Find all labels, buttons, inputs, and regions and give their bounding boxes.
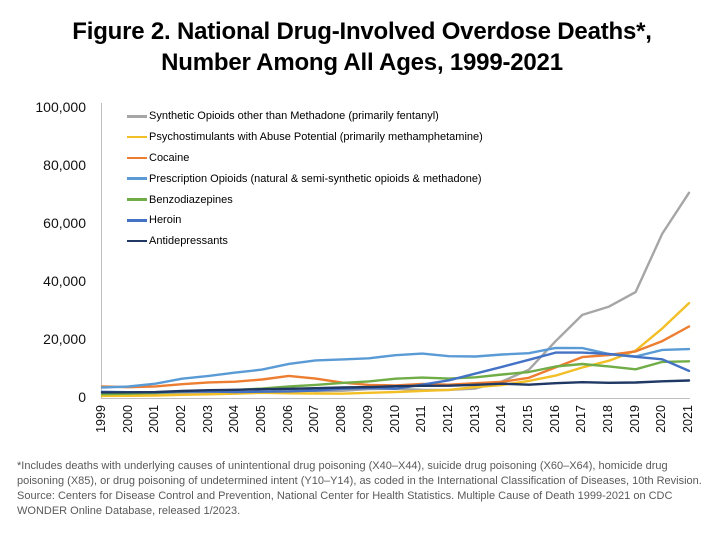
y-axis-label: 0 (78, 389, 86, 405)
y-axis-label: 20,000 (43, 331, 86, 347)
legend-swatch-psychostimulants (127, 136, 147, 139)
legend-swatch-cocaine (127, 157, 147, 160)
x-axis-label: 2007 (307, 405, 322, 433)
figure-title-line-2: Number Among All Ages, 1999-2021 (161, 49, 563, 76)
x-axis-label: 2001 (147, 405, 162, 433)
y-axis-label: 40,000 (43, 273, 86, 289)
x-axis-label: 2011 (414, 405, 429, 433)
legend-row-heroin (127, 210, 483, 231)
x-axis-label: 2004 (227, 405, 242, 433)
legend-row-benzodiazepines (127, 189, 483, 210)
y-axis-label: 80,000 (43, 157, 86, 173)
legend-label-prescription-opioids: Prescription Opioids (natural & semi-synthetic opioids & methadone) (149, 172, 482, 185)
legend-label-heroin: Heroin (149, 214, 182, 227)
x-axis-label: 2018 (600, 405, 615, 433)
x-axis-label: 2014 (494, 405, 509, 433)
legend-row-psychostimulants (127, 127, 483, 148)
legend-label-cocaine: Cocaine (149, 151, 190, 164)
x-axis-label: 2009 (360, 405, 375, 433)
legend-label-antidepressants: Antidepressants (149, 235, 228, 248)
x-axis-label: 2003 (200, 405, 215, 433)
x-axis-label: 2020 (654, 405, 669, 433)
x-axis-label: 1999 (94, 405, 108, 433)
legend-swatch-benzodiazepines (127, 198, 147, 201)
legend-label-benzodiazepines: Benzodiazepines (149, 193, 233, 206)
x-axis-label: 2006 (280, 405, 295, 433)
footnote-line-2: poisoning (X85), or drug poisoning of undetermined intent (Y10–Y14), as coded in the International Classification of Diseases, 10th Revision. (17, 475, 702, 487)
legend-row-synthetic-opioids (127, 106, 483, 127)
legend-swatch-antidepressants (127, 240, 147, 243)
footnote (17, 459, 717, 519)
x-axis-label: 2016 (547, 405, 562, 433)
legend-label-psychostimulants: Psychostimulants with Abuse Potential (primarily methamphetamine) (149, 131, 483, 144)
x-axis-label: 2002 (174, 405, 189, 433)
x-axis-label: 2008 (334, 405, 349, 433)
legend-label-synthetic-opioids: Synthetic Opioids other than Methadone (primarily fentanyl) (149, 110, 439, 123)
x-axis-label: 2010 (387, 405, 402, 433)
x-axis-label: 2000 (120, 405, 135, 433)
footnote-line-1: *Includes deaths with underlying causes of unintentional drug poisoning (X40–X44), suicide drug poisoning (X60–X64), homicide drug (17, 460, 668, 472)
x-axis-label: 2005 (254, 405, 269, 433)
footnote-line-3: Source: Centers for Disease Control and Prevention, National Center for Health Statistics. Multiple Cause of Death 1999-2021 on CDC (17, 490, 673, 502)
legend-row-prescription-opioids (127, 168, 483, 189)
x-axis-label: 2017 (574, 405, 589, 433)
legend-swatch-heroin (127, 219, 147, 222)
x-axis-label: 2015 (520, 405, 535, 433)
legend-row-antidepressants (127, 231, 483, 252)
chart-legend (127, 106, 483, 252)
legend-row-cocaine (127, 148, 483, 169)
x-axis-label: 2021 (681, 405, 695, 433)
x-axis-label: 2012 (440, 405, 455, 433)
y-axis-label: 100,000 (35, 99, 86, 115)
legend-swatch-synthetic-opioids (127, 115, 147, 118)
x-axis-label: 2019 (627, 405, 642, 433)
y-axis-label: 60,000 (43, 215, 86, 231)
legend-swatch-prescription-opioids (127, 177, 147, 180)
figure-title-line-1: Figure 2. National Drug-Involved Overdose Deaths*, (72, 18, 652, 45)
x-axis-label: 2013 (467, 405, 482, 433)
footnote-line-4: WONDER Online Database, released 1/2023. (17, 505, 241, 517)
